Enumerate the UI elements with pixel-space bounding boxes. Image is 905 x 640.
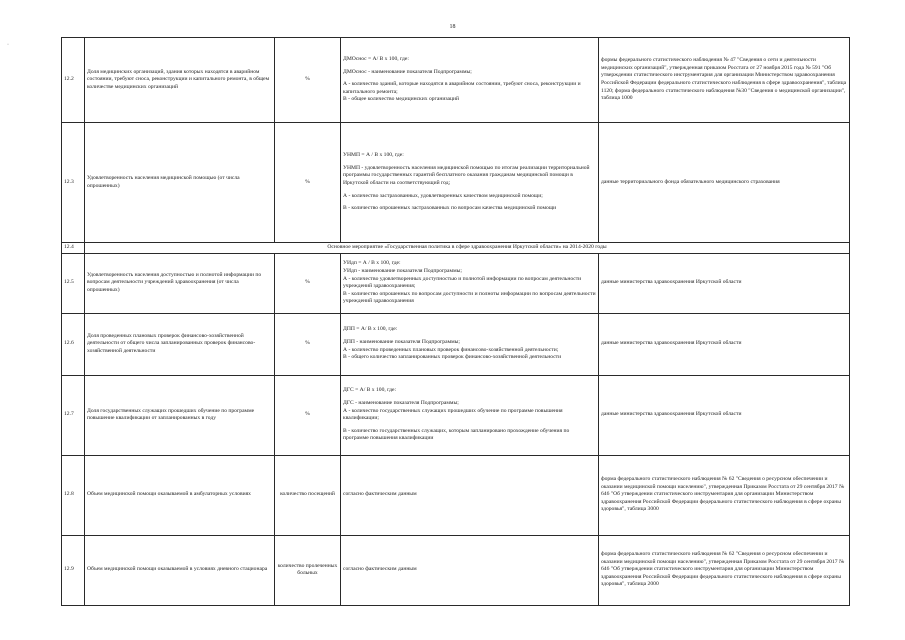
section-title: Основное мероприятие «Государственная политика в сфере здравоохранения Иркутской области» на 2014-2020 годы [85, 243, 850, 254]
unit-cell: количество посещений [275, 455, 341, 535]
data-source: форма федерального статистического наблюдения № 62 "Сведения о ресурсном обеспечении и оказании медицинской помощи населению", утвержденная Приказом Росстата от 29 сентября 2017 № 646 "Об утверждении статистического инструментария для организации Министерством здравоохранения Российской Федерации федерального статистического наблюдения в сфере охраны здоровья", таблица 3000 [599, 455, 850, 535]
data-source: формы федерального статистического наблюдения № 47 "Сведения о сети и деятельности медицинских организаций", утвержденная приказом Росстата от 27 ноября 2015 года № 591 "Об утверждении статистического инструментария для организации Министерством здравоохранения Российской Федерации федерального статистического наблюдения в сфере здравоохранения", таблица 1120; форма федерального статистического наблюдения №30 "Сведения о медицинской организации", таблица 1000 [599, 38, 850, 123]
row-number: 12.2 [62, 38, 85, 123]
formula-line: А - количество государственных служащих прошедших обучение по программе повышения квалификации; [343, 407, 563, 422]
data-source: данные министерства здравоохранения Иркутской области [599, 375, 850, 455]
indicators-table [61, 37, 850, 606]
data-source: данные министерства здравоохранения Иркутской области [599, 313, 850, 375]
row-number: 12.5 [62, 253, 85, 313]
data-source: данные министерства здравоохранения Иркутской области [599, 253, 850, 313]
unit-cell: % [275, 313, 341, 375]
row-number: 12.3 [62, 123, 85, 243]
table-row [62, 313, 850, 375]
formula-line: А - количество проведенных плановых проверок финансово-хозяйственной деятельности; [343, 346, 559, 353]
data-source: данные территориального фонда обязательного медицинского страхования [599, 123, 850, 243]
table-row [62, 243, 850, 254]
table-row [62, 535, 850, 605]
formula-line: А - количество застрахованных, удовлетворенных качеством медицинской помощи; [343, 192, 543, 199]
formula-cell [341, 375, 599, 455]
table-row [62, 38, 850, 123]
formula-line: ДГС - наименование показателя Подпрограммы; [343, 399, 459, 406]
formula-line: ДМОснос - наименование показателя Подпрограммы; [343, 68, 472, 75]
unit-cell: % [275, 38, 341, 123]
formula-cell [341, 38, 599, 123]
formula-line: УИдп = А / В х 100, где: [343, 260, 401, 267]
indicator-name: Доля проведенных плановых проверок финансово-хозяйственной деятельности от общего числа запланированных проверок финансово-хозяйственной деятельности [85, 313, 275, 375]
formula-line: В - количество опрошенных по вопросам доступности и полноты информации по вопросам деятельности учреждений здравоохранения [343, 290, 596, 305]
formula-line: согласно фактическим данным [343, 491, 417, 498]
formula-line: согласно фактическим данным [343, 566, 417, 573]
formula-line: А - количество зданий, которые находятся в аварийном состоянии, требуют сноса, реконструкции и капитального ремонта; [343, 81, 581, 95]
indicator-name: Удовлетворенность населения медицинской помощью (от числа опрошенных) [85, 123, 275, 243]
formula-line: А - количество удовлетворенных доступностью и полнотой информации по вопросам деятельности учреждений здравоохранения; [343, 275, 582, 290]
formula-line: УНМП - удовлетворенность населения медицинской помощью по итогам реализации территориальной программы государственных гарантий бесплатного оказания гражданам медицинской помощи в Иркутской области на соответствующий год; [343, 164, 590, 186]
formula-cell [341, 455, 599, 535]
unit-cell: количество пролеченных больных [275, 535, 341, 605]
row-number: 12.4 [62, 243, 85, 254]
indicator-name: Объем медицинской помощи оказываемой в амбулаторных условиях [85, 455, 275, 535]
data-source: форма федерального статистического наблюдения № 62 "Сведения о ресурсном обеспечении и оказании медицинской помощи населению", утвержденная Приказом Росстата от 29 сентября 2017 № 646 "Об утверждении статистического инструментария для организации Министерством здравоохранения Российской Федерации федерального статистического наблюдения в сфере охраны здоровья", таблица 2000 [599, 535, 850, 605]
formula-line: ДГС = А/ В х 100, где: [343, 387, 397, 394]
indicator-name: Доля государственных служащих прошедших обучение по программе повышение квалификации от запланированных в году [85, 375, 275, 455]
formula-line: УНМП = А / В х 100, где: [343, 152, 404, 159]
formula-line: ДМОсноc = А/ В х 100, где: [343, 56, 409, 63]
indicator-name: Объем медицинской помощи оказываемой в условиях дневного стационара [85, 535, 275, 605]
formula-line: ДПП - наименование показателя Подпрограммы; [343, 339, 460, 345]
table-row [62, 253, 850, 313]
formula-line: В - количество государственных служащих, которым запланировано прохождение обучения по программе повышения квалификации [343, 427, 570, 442]
formula-line: ДПП = А/ В х 100, где: [343, 326, 398, 333]
formula-line: В - общее количество медицинских организаций [343, 96, 459, 103]
margin-mark: · [7, 42, 9, 48]
formula-cell [341, 123, 599, 243]
indicator-name: Доля медицинских организаций, здания которых находятся в аварийном состоянии, требуют сноса, реконструкции и капитального ремонта, в общем количестве медицинских организаций [85, 38, 275, 123]
row-number: 12.9 [62, 535, 85, 605]
indicator-name: Удовлетворенность населения доступностью и полнотой информации по вопросам деятельности учреждений здравоохранения (от числа опрошенных) [85, 253, 275, 313]
page-number: 18 [449, 24, 456, 30]
unit-cell: % [275, 375, 341, 455]
table-row [62, 375, 850, 455]
formula-line: В - количество опрошенных застрахованных по вопросам качества медицинской помощи [343, 205, 557, 212]
formula-line: В - общего количество запланированных проверок финансово-хозяйственной деятельности [343, 354, 562, 361]
formula-cell [341, 535, 599, 605]
unit-cell: % [275, 253, 341, 313]
table-row [62, 123, 850, 243]
formula-cell [341, 253, 599, 313]
table-row [62, 455, 850, 535]
row-number: 12.8 [62, 455, 85, 535]
row-number: 12.6 [62, 313, 85, 375]
formula-line: УИдп - наименование показателя Подпрограммы; [343, 267, 462, 274]
formula-cell [341, 313, 599, 375]
unit-cell: % [275, 123, 341, 243]
row-number: 12.7 [62, 375, 85, 455]
table-body [62, 38, 850, 606]
